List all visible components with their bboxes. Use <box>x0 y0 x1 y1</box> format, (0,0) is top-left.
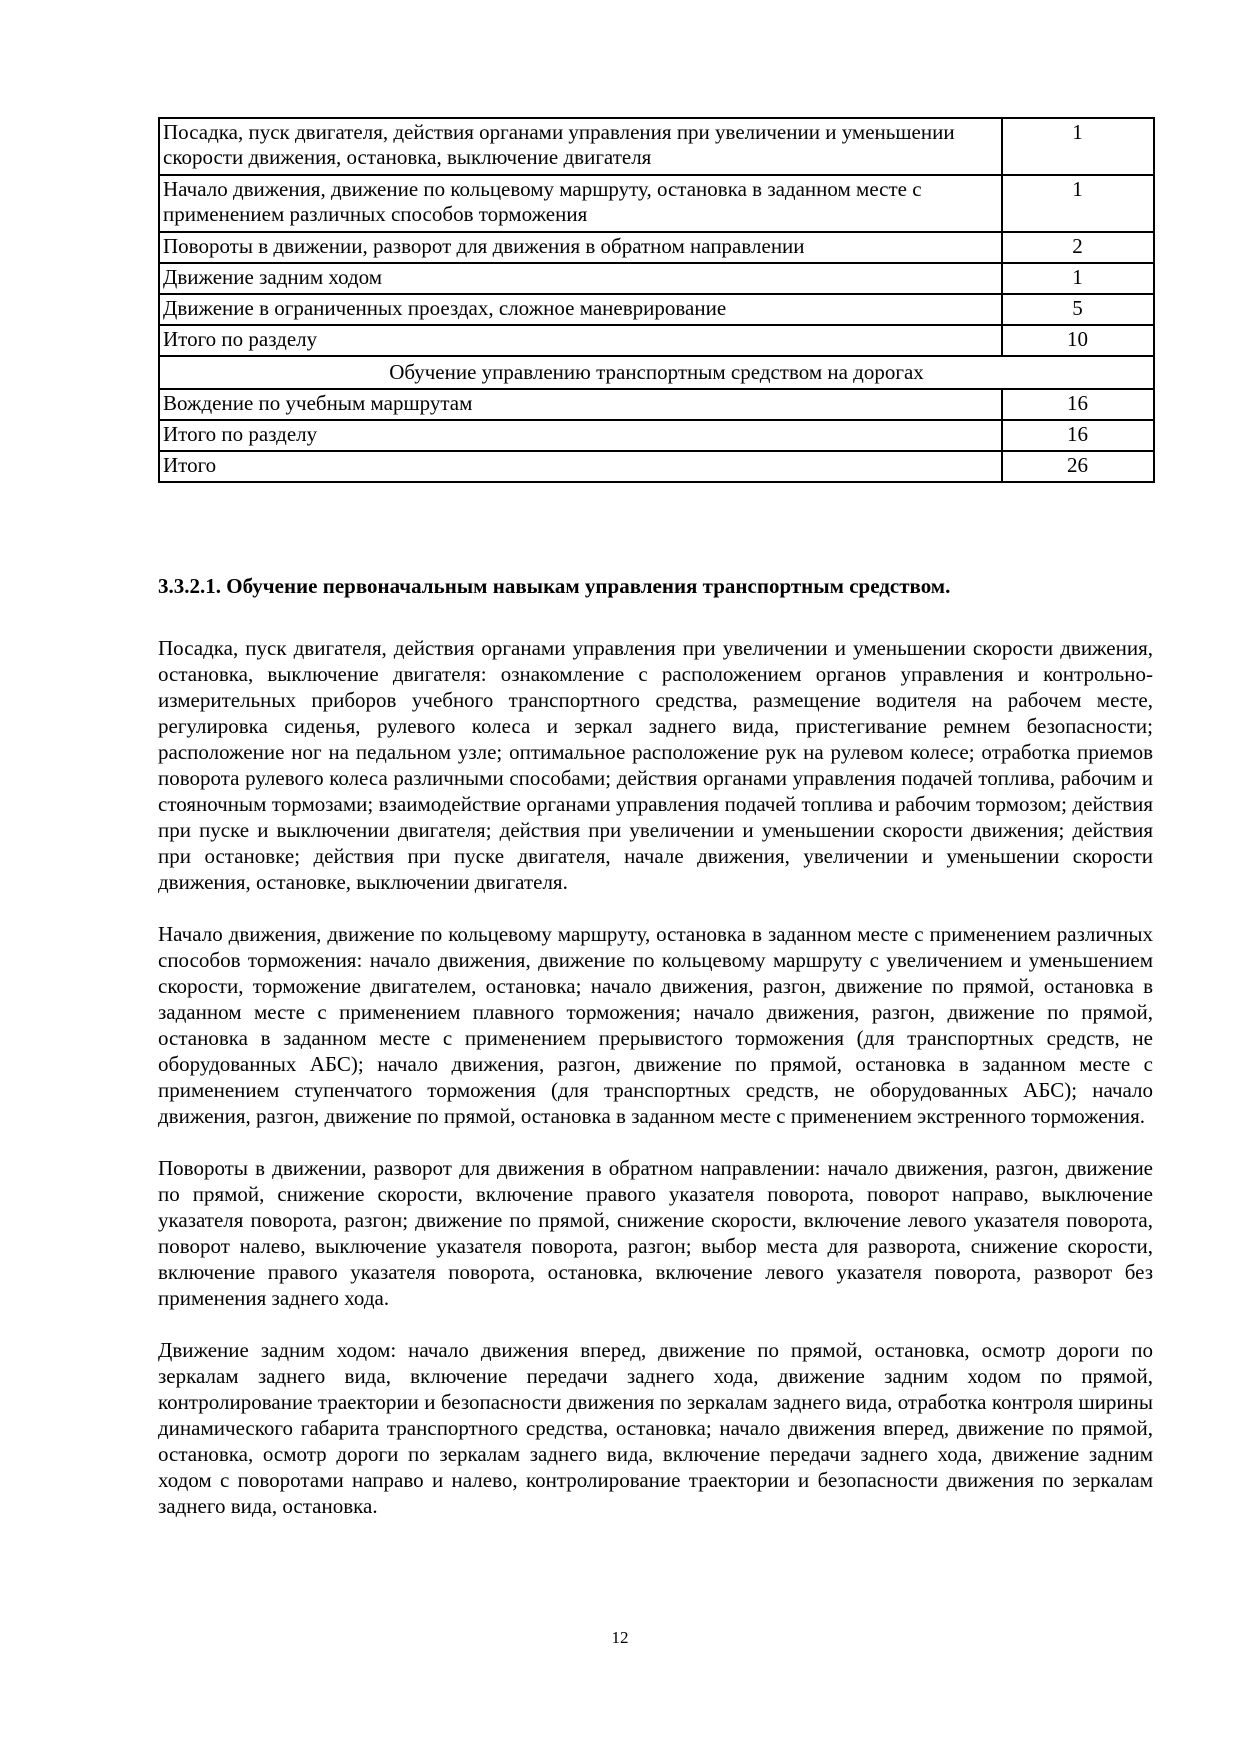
hours-cell: 16 <box>1002 420 1154 451</box>
topic-cell: Итого по разделу <box>159 325 1002 356</box>
paragraph-turns: Повороты в движении, разворот для движения в обратном направлении: начало движения, разгон, движение по прямой, снижение скорости, включение правого указателя поворота, поворот направо, выключение указателя поворота, разгон; движение по прямой, снижение скорости, включение левого указателя поворота, поворот налево, выключение указателя поворота, разгон; выбор места для разворота, снижение скорости, включение правого указателя поворота, остановка, включение левого указателя поворота, разворот без применения заднего хода. <box>158 1156 1153 1310</box>
page-number: 12 <box>611 1628 629 1647</box>
table-section-header-row <box>159 356 1154 389</box>
table-row <box>159 294 1154 325</box>
topic-cell: Итого <box>159 451 1002 482</box>
hours-cell: 2 <box>1002 232 1154 263</box>
table-row <box>159 118 1154 175</box>
topic-cell: Начало движения, движение по кольцевому маршруту, остановка в заданном месте с применением различных способов торможения <box>159 175 1002 232</box>
topic-cell: Движение в ограниченных проездах, сложное маневрирование <box>159 294 1002 325</box>
topic-cell: Повороты в движении, разворот для движения в обратном направлении <box>159 232 1002 263</box>
section-heading: 3.3.2.1. Обучение первоначальным навыкам управления транспортным средством. <box>158 574 951 598</box>
topic-cell: Движение задним ходом <box>159 263 1002 294</box>
table-row <box>159 175 1154 232</box>
paragraph-reverse-driving: Движение задним ходом: начало движения вперед, движение по прямой, остановка, осмотр дороги по зеркалам заднего вида, включение передачи заднего хода, движение задним ходом по прямой, контролирование траектории и безопасности движения по зеркалам заднего вида, отработка контроля ширины динамического габарита транспортного средства, остановка; начало движения вперед, движение по прямой, остановка, осмотр дороги по зеркалам заднего вида, включение передачи заднего хода, движение задним ходом с поворотами направо и налево, контролирование траектории и безопасности движения по зеркалам заднего вида, остановка. <box>158 1338 1153 1518</box>
training-hours-table <box>158 117 1155 483</box>
hours-cell: 10 <box>1002 325 1154 356</box>
paragraph-initial-skills: Посадка, пуск двигателя, действия органами управления при увеличении и уменьшении скорости движения, остановка, выключение двигателя: ознакомление с расположением органов управления и контрольно-измерительных приборов учебного транспортного средства, размещение водителя на рабочем месте, регулировка сиденья, рулевого колеса и зеркал заднего вида, пристегивание ремнем безопасности; расположение ног на педальном узле; оптимальное расположение рук на рулевом колесе; отработка приемов поворота рулевого колеса различными способами; действия органами управления подачей топлива, рабочим и стояночным тормозами; взаимодействие органами управления подачей топлива и рабочим тормозом; действия при пуске и выключении двигателя; действия при увеличении и уменьшении скорости движения; действия при остановке; действия при пуске двигателя, начале движения, увеличении и уменьшении скорости движения, остановке, выключении двигателя. <box>158 636 1153 894</box>
document-content <box>158 117 1153 1519</box>
hours-cell: 26 <box>1002 451 1154 482</box>
table-row <box>159 232 1154 263</box>
table-section-header: Обучение управлению транспортным средством на дорогах <box>159 356 1154 389</box>
topic-cell: Посадка, пуск двигателя, действия органами управления при увеличении и уменьшении скорости движения, остановка, выключение двигателя <box>159 118 1002 175</box>
hours-cell: 1 <box>1002 118 1154 175</box>
table-row <box>159 263 1154 294</box>
hours-cell: 1 <box>1002 263 1154 294</box>
table-row-subtotal <box>159 325 1154 356</box>
paragraph-circular-route: Начало движения, движение по кольцевому маршруту, остановка в заданном месте с применением различных способов торможения: начало движения, движение по кольцевому маршруту с увеличением и уменьшением скорости, торможение двигателем, остановка; начало движения, разгон, движение по прямой, остановка в заданном месте с применением плавного торможения; начало движения, разгон, движение по прямой, остановка в заданном месте с применением прерывистого торможения (для транспортных средств, не оборудованных АБС); начало движения, разгон, движение по прямой, остановка в заданном месте с применением ступенчатого торможения (для транспортных средств, не оборудованных АБС); начало движения, разгон, движение по прямой, остановка в заданном месте с применением экстренного торможения. <box>158 922 1153 1128</box>
hours-cell: 5 <box>1002 294 1154 325</box>
topic-cell: Итого по разделу <box>159 420 1002 451</box>
topic-cell: Вождение по учебным маршрутам <box>159 389 1002 420</box>
table-row-total <box>159 451 1154 482</box>
table-row <box>159 389 1154 420</box>
hours-cell: 1 <box>1002 175 1154 232</box>
hours-cell: 16 <box>1002 389 1154 420</box>
table-row-subtotal <box>159 420 1154 451</box>
